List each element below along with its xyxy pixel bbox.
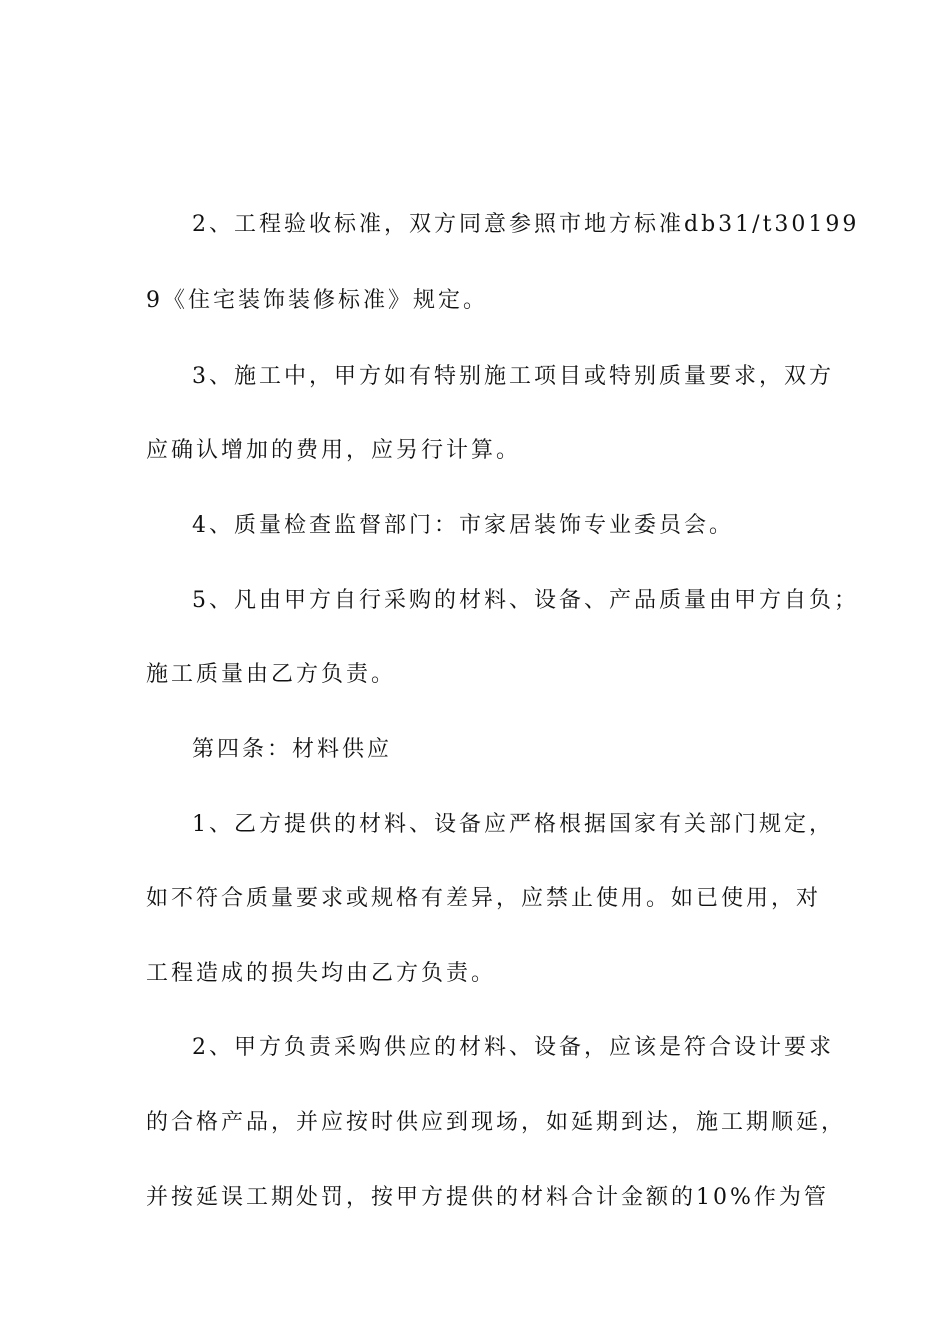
paragraph-line: 5、凡由甲方自行采购的材料、设备、产品质量由甲方自负； xyxy=(192,588,859,613)
paragraph-line: 4、质量检查监督部门：市家居装饰专业委员会。 xyxy=(192,513,734,538)
paragraph-line: 1、乙方提供的材料、设备应严格根据国家有关部门规定， xyxy=(192,812,834,837)
paragraph-line: 2、甲方负责采购供应的材料、设备，应该是符合设计要求 xyxy=(192,1035,834,1060)
paragraph-line: 3、施工中，甲方如有特别施工项目或特别质量要求，双方 xyxy=(192,364,834,389)
paragraph-line: 2、工程验收标准，双方同意参照市地方标准db31/t30199 xyxy=(192,212,860,237)
paragraph-line: 工程造成的损失均由乙方负责。 xyxy=(146,961,497,986)
section-heading: 第四条：材料供应 xyxy=(192,737,393,762)
paragraph-line: 并按延误工期处罚，按甲方提供的材料合计金额的10%作为管 xyxy=(146,1185,829,1210)
paragraph-line: 如不符合质量要求或规格有差异，应禁止使用。如已使用，对 xyxy=(146,886,822,911)
paragraph-line: 施工质量由乙方负责。 xyxy=(146,662,397,687)
paragraph-line: 9《住宅装饰装修标准》规定。 xyxy=(146,288,488,313)
paragraph-line: 应确认增加的费用，应另行计算。 xyxy=(146,438,522,463)
paragraph-line: 的合格产品，并应按时供应到现场，如延期到达，施工期顺延， xyxy=(146,1110,847,1135)
